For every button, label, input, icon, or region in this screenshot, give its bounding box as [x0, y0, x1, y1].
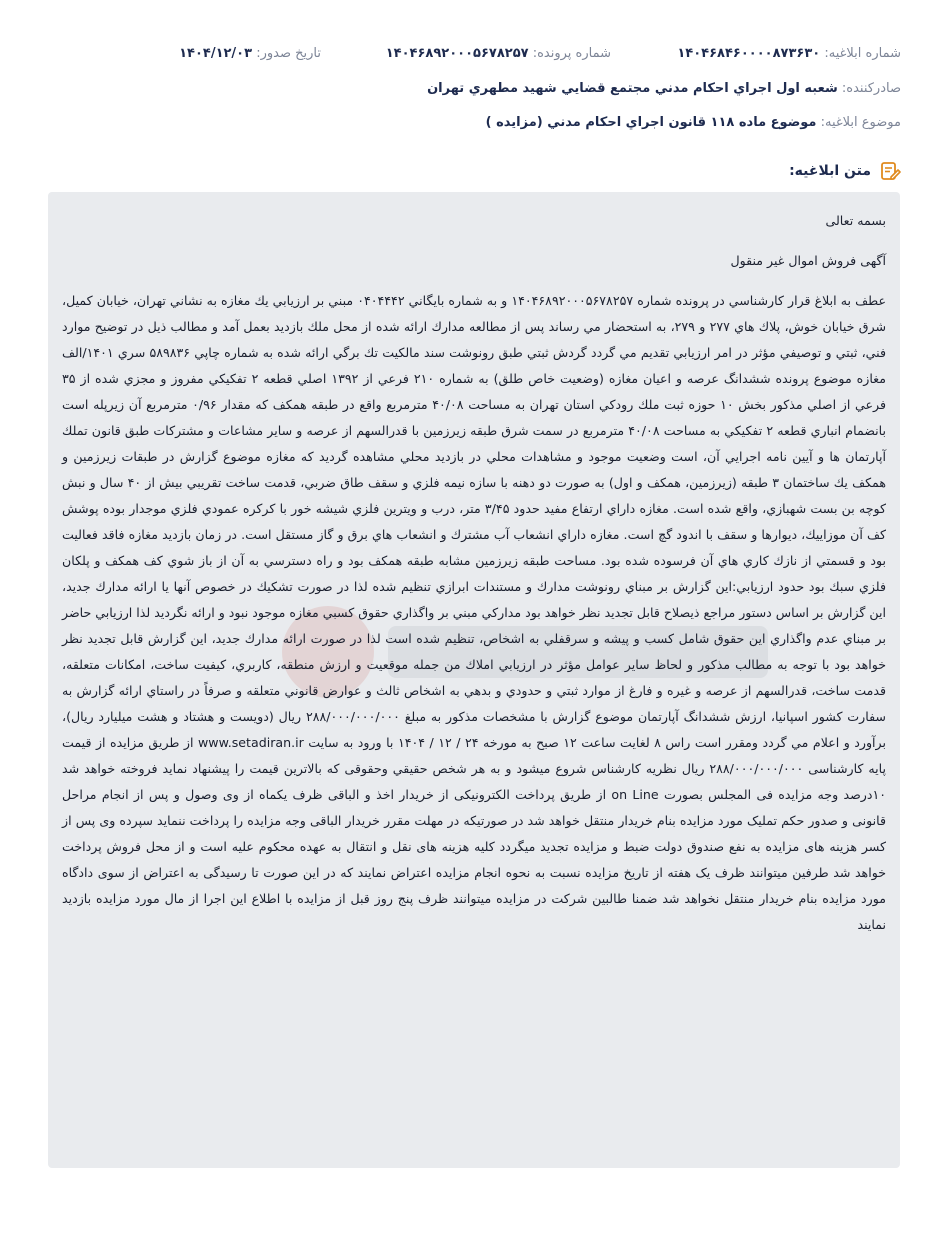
issue-date-value: ۱۴۰۴/۱۲/۰۳	[179, 46, 253, 61]
notice-body-box	[48, 192, 900, 1168]
notice-number-label: شماره ابلاغيه:	[824, 46, 901, 61]
subject-label: موضوع ابلاغيه:	[820, 115, 901, 130]
notice-number-field	[611, 46, 901, 61]
body-greeting: بسمه تعالی	[825, 213, 886, 228]
notice-text-header	[789, 160, 901, 182]
issuer-value: شعبه اول اجراي احكام مدني مجتمع قضايي شهيد مطهري تهران	[427, 81, 838, 96]
issue-date-label: تاريخ صدور:	[256, 46, 321, 61]
issue-date-field	[179, 46, 321, 61]
subject-row	[38, 115, 901, 130]
issuer-label: صادرکننده:	[841, 81, 901, 96]
document-edit-icon	[879, 160, 901, 182]
notice-body-text	[62, 208, 886, 938]
notice-number-value: ۱۴۰۴۶۸۴۶۰۰۰۰۸۷۳۶۳۰	[677, 46, 821, 61]
case-number-label: شماره پرونده:	[532, 46, 611, 61]
issuer-row	[38, 81, 901, 96]
notice-meta-row	[38, 46, 901, 61]
body-main-paragraph: عطف به ابلاغ قرار کارشناسي در پرونده شماره ۱۴۰۴۶۸۹۲۰۰۰۵۶۷۸۲۵۷ و به شماره بايگاني ۰۴۰۴۴۴۲ مبني بر ارزيابي يك مغازه به نشاني تهران، خيابان كميل، شرق خيابان خوش، پلاك هاي ۲۷۷ و ۲۷۹، به استحضار مي رساند پس از مطالعه مدارك ارائه شده از محل ملك بازديد بعمل آمد و مطالب ذيل در توضيح موارد فني، ثبتي و توصيفي مؤثر در امر ارزيابي تقديم مي گردد گردش ثبتي طبق رونوشت سند مالكيت تك برگي ارائه شده به شماره چاپي ۵۸۹۸۳۶ سري ۱۴۰۱/الف مغازه موضوع پرونده ششدانگ عرصه و اعيان مغازه (وضعيت خاص طلق) به شماره ۲۱۰ فرعي از ۱۳۹۲ اصلي قطعه ۲ تفكيكي مفروز و مجزي شده از ۳۵ فرعي از اصلي مذكور بخش ۱۰ حوزه ثبت ملك رودكي استان تهران به مساحت ۴۰/۰۸ مترمربع واقع در طبقه همكف كه مقدار ۰/۹۶ مترمربع آن زيرپله است بانضمام انباري قطعه ۲ تفكيكي به مساحت ۴۰/۰۸ مترمربع در سمت شرق طبقه زيرزمين با قدرالسهم از عرصه و ساير مشاعات و مشتركات طبق قانون تملك آپارتمان ها و آيين نامه اجرايي آن، است وضعيت موجود و مشاهدات محلي در بازديد محلي مشاهده گرديد كه مغازه موضوع گزارش در طبقات زيرزمين و همكف يك ساختمان ۳ طبقه (زيرزمين، همكف و اول) به صورت دو دهنه با سازه نيمه فلزي و سقف طاق ضربي، قدمت ساخت تقريبي بيش از ۴۰ سال و نبش كوچه بن بست شهبازي، واقع شده است. مغازه داراي ارتفاع مفيد حدود ۳/۴۵ متر، درب و ويترين فلزي شيشه خور با كركره عمودي فلزي موجدار بوده پوشش كف آن موزاييك، ديوارها و سقف با اندود گچ است. مغازه داراي انشعاب آب مشترك و انشعاب هاي برق و گاز مستقل است. در زمان بازديد مغازه فاقد فعاليت بود و قسمتي از نازك كاري هاي آن فرسوده شده بود. مساحت طبقه زيرزمين مشابه طبقه همكف بود و راه دسترسي به آن از باز شوي كف همكف و پلكان فلزي سبك بود حدود ارزيابي:اين گزارش بر مبناي رونوشت مدارك و مستندات ابرازي تنظيم شده لذا در صورت تشكيك در خصوص آنها يا ارائه مدارك جديد، اين گزارش بر اساس دستور مراجع ذيصلاح قابل تجديد نظر خواهد بود مداركي مبني بر واگذاري حقوق كسبي مغازه موجود نبود و ارائه نگرديد لذا ارزيابي حاضر بر مبناي عدم واگذاري اين حقوق شامل كسب و پيشه و سرقفلي به اشخاص، تنظيم شده است لذا در صورت ارائه مدارك جديد، اين گزارش قابل تجديد نظر خواهد بود با توجه به مطالب مذكور و لحاظ ساير عوامل مؤثر در ارزيابي املاك من جمله موقعيت و ارزش منطقه، كاربري، كيفيت ساخت، امكانات متعلقه، قدمت ساخت، قدرالسهم از عرصه و غيره و فارغ از موارد ثبتي و حدودي و بدهي به اشخاص ثالث و عوارض قانوني متعلقه و صرفاً در راستاي ارائه گزارش به سفارت كشور اسپانيا، ارزش ششدانگ آپارتمان موضوع گزارش با مشخصات مذكور به مبلغ ۲۸۸/۰۰۰/۰۰۰/۰۰۰ ريال (دويست و هشتاد و هشت ميليارد ريال)، برآورد و اعلام مي گردد ومقرر است راس ۸ لغايت ساعت ۱۲ صبح به مورخه ۲۴ / ۱۲ / ۱۴۰۴ با ورود به سايت www.setadiran.ir از طريق مزايده از قيمت پايه كارشناسی ۲۸۸/۰۰۰/۰۰۰/۰۰۰ ريال نظريه كارشناس شروع ميشود و به هر شخص حقيقي وحقوقی كه بالاترين قيمت را پيشنهاد نمايد فروخته خواهد شد ۱۰درصد وجه مزايده فی المجلس بصورت on Line از طريق پرداخت الكترونيكی از خريدار اخذ و الباقی ظرف يكماه از وی وصول و پس از انجام مراحل قانونی و صدور حكم تمليک مورد مزايده بنام خريدار منتقل خواهد شد در صورتيكه در مهلت مقرر خريدار الباقی وجه مزايده را پرداخت ننمايد سپرده وی پس از كسر هزينه های مزايده به نفع صندوق دولت ضبط و مزايده تجديد ميگردد كليه هزينه های نقل و انتقال به عهده محكوم عليه است و از محل فروش پرداخت خواهد شد طرفين ميتوانند ظرف يک هفته از تاريخ مزايده نسبت به نحوه انجام مزايده اعتراض نمايند كه در اين صورت تا رسيدگی به اعتراض از سوی دادگاه مورد مزايده بنام خريدار منتقل نخواهد شد ضمنا طالبين شركت در مزايده ميتوانند ظرف پنج روز قبل از مزايده با اطلاع اين اجرا از مال مورد مزايده بازديد نمايند	[62, 293, 887, 932]
notice-text-title: متن ابلاغيه:	[789, 163, 871, 179]
case-number-field	[321, 46, 611, 61]
subject-value: موضوع ماده ۱۱۸ قانون اجراي احكام مدني (مزايده )	[485, 115, 817, 130]
body-title: آگهی فروش اموال غیر منقول	[730, 253, 886, 268]
case-number-value: ۱۴۰۴۶۸۹۲۰۰۰۵۶۷۸۲۵۷	[385, 46, 529, 61]
